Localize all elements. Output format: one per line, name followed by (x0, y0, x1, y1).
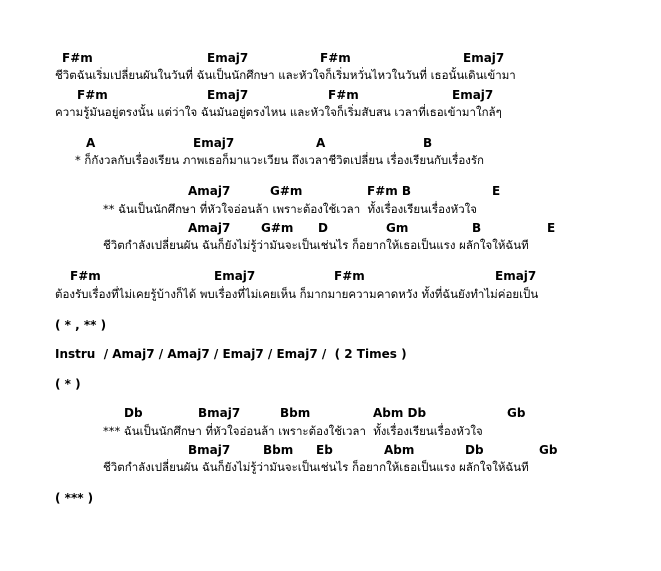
chord: Db (124, 406, 143, 420)
keychange-lyric-line-2: ชีวิตกำลังเปลี่ยนผัน ฉันก็ยังไม่รู้ว่ามันจะเป็นเช่นไร ก็อยากให้เธอเป็นแรง ผลักใจให้ฉันที (103, 460, 529, 474)
chord: F#m B (367, 184, 412, 198)
chord: Gb (507, 406, 526, 420)
repeat-marker-3: ( *** ) (55, 491, 94, 505)
chord: Bbm (263, 443, 294, 457)
chord: Emaj7 (214, 269, 256, 283)
verse1-lyric-line-1: ชีวิตฉันเริ่มเปลี่ยนผันในวันที่ ฉันเป็นนักศึกษา และหัวใจก็เริ่มหวั่นไหวในวันที่ เธอนั้นเดินเข้ามา (55, 68, 516, 82)
chord: F#m (328, 88, 359, 102)
chord: Abm Db (373, 406, 427, 420)
chord: G#m (270, 184, 303, 198)
chord: Gm (386, 221, 409, 235)
chord: D (318, 221, 328, 235)
chord: Bbm (280, 406, 311, 420)
repeat-marker-1: ( * , ** ) (55, 318, 107, 332)
chord: B (423, 136, 433, 150)
chord: Amaj7 (188, 221, 231, 235)
chord: A (316, 136, 326, 150)
prechorus-lyric-line: * ก็กังวลกับเรื่องเรียน ภาพเธอก็มาแวะเวียน ถึงเวลาชีวิตเปลี่ยน เรื่องเรียนกับเรื่องรัก (75, 153, 484, 167)
chord: G#m (261, 221, 294, 235)
chorus-lyric-line-2: ชีวิตกำลังเปลี่ยนผัน ฉันก็ยังไม่รู้ว่ามันจะเป็นเช่นไร ก็อยากให้เธอเป็นแรง ผลักใจให้ฉันที (103, 238, 529, 252)
chord: Eb (316, 443, 333, 457)
chord: Emaj7 (193, 136, 235, 150)
chord: F#m (70, 269, 101, 283)
chord: Bmaj7 (188, 443, 231, 457)
chord: Amaj7 (188, 184, 231, 198)
verse1-lyric-line-2: ความรู้มันอยู่ตรงนั้น แต่ว่าใจ ฉันมันอยู่ตรงไหน และหัวใจก็เริ่มสับสน เวลาที่เธอเข้ามาใกล้ๆ (55, 105, 502, 119)
chord: Abm (384, 443, 415, 457)
chord: Emaj7 (495, 269, 537, 283)
chord: F#m (320, 51, 351, 65)
keychange-lyric-line-1: *** ฉันเป็นนักศึกษา ที่หัวใจอ่อนล้า เพราะต้องใช้เวลา ทั้งเรื่องเรียนเรื่องหัวใจ (103, 424, 483, 438)
instrumental-line: Instru / Amaj7 / Amaj7 / Emaj7 / Emaj7 / ( 2 Times ) (55, 347, 407, 361)
chord: E (492, 184, 501, 198)
chord: Emaj7 (463, 51, 505, 65)
bridge-lyric-line: ต้องรับเรื่องที่ไม่เคยรู้บ้างก็ได้ พบเรื่องที่ไม่เคยเห็น ก็มากมายความคาดหวัง ทั้งที่ฉันยังทำไม่ค่อยเป็น (55, 287, 539, 301)
chord: Emaj7 (207, 51, 249, 65)
chord: B (472, 221, 482, 235)
chorus-lyric-line-1: ** ฉันเป็นนักศึกษา ที่หัวใจอ่อนล้า เพราะต้องใช้เวลา ทั้งเรื่องเรียนเรื่องหัวใจ (103, 202, 478, 216)
chord: Emaj7 (452, 88, 494, 102)
repeat-marker-2: ( * ) (55, 377, 81, 391)
chord: Db (465, 443, 484, 457)
chord: F#m (77, 88, 108, 102)
chord: Emaj7 (207, 88, 249, 102)
chord: Bmaj7 (198, 406, 241, 420)
chord: F#m (334, 269, 365, 283)
chord: F#m (62, 51, 93, 65)
chord: Gb (539, 443, 558, 457)
chord: E (547, 221, 556, 235)
chord: A (86, 136, 96, 150)
